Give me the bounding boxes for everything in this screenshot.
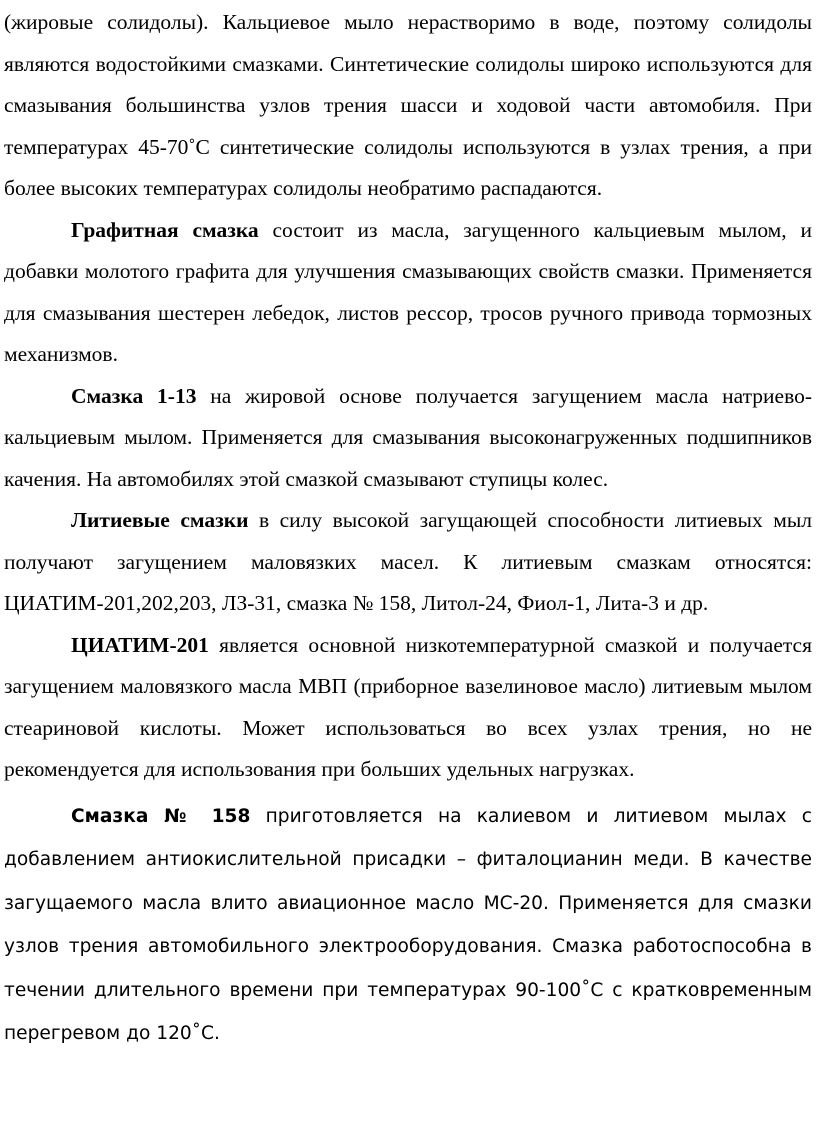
paragraph-heading: Литиевые смазки <box>71 508 249 532</box>
paragraph-heading: ЦИАТИМ-201 <box>71 632 209 657</box>
paragraph-heading: Смазка 1-13 <box>71 383 197 408</box>
paragraph-text: приготовляется на калиевом и литиевом мылах с добавлением антиокислительной присадки – фиталоцианин меди. В качестве загущаемого масла влито авиационное масло МС-20. Применяется для смазки узлов трения автомобильного электрооборудования. Смазка работоспособна в течении длительного времени при температурах 90-100˚С с кратковременным перегревом до 120˚С. <box>4 805 812 1044</box>
paragraph-text: (жировые солидолы). Кальциевое мыло нерастворимо в воде, поэтому солидолы являются водостойкими смазками. Синтетические солидолы широко используются для смазывания большинства узлов трения шасси и ходовой части автомобиля. При температурах 45-70˚С синтетические солидолы используются в узлах трения, а при более высоких температурах солидолы необратимо распадаются. <box>4 10 812 200</box>
paragraph-solidol-continuation <box>4 2 812 210</box>
paragraph-lithium-greases <box>4 500 812 625</box>
paragraph-heading: Графитная смазка <box>71 217 259 242</box>
paragraph-text: состоит из масла, загущенного кальциевым мылом, и добавки молотого графита для улучшения смазывающих свойств смазки. Применяется для смазывания шестерен лебедок, листов рессор, тросов ручного привода тормозных механизмов. <box>4 217 812 366</box>
paragraph-text: в силу высокой загущающей способности литиевых мыл получают загущением маловязких масел. К литиевым смазкам относятся: ЦИАТИМ-201,202,203, ЛЗ-31, смазка № 158, Литол-24, Фиол-1, Лита-3 и др. <box>4 508 813 615</box>
paragraph-grease-1-13 <box>4 376 812 501</box>
paragraph-text: на жировой основе получается загущением масла натриево-кальциевым мылом. Применяется для смазывания высоконагруженных подшипников качения. На автомобилях этой смазкой смазывают ступицы колес. <box>4 383 813 491</box>
paragraph-graphite-grease <box>4 210 812 376</box>
paragraph-text: является основной низкотемпературной смазкой и получается загущением маловязкого масла МВП (приборное вазелиновое масло) литиевым мылом стеариновой кислоты. Может использоваться во всех узлах трения, но не рекомендуется для использования при больших удельных нагрузках. <box>4 632 812 781</box>
paragraph-grease-158 <box>4 795 812 1056</box>
paragraph-heading: Смазка № 158 <box>71 805 251 827</box>
paragraph-ciatim-201 <box>4 625 812 791</box>
